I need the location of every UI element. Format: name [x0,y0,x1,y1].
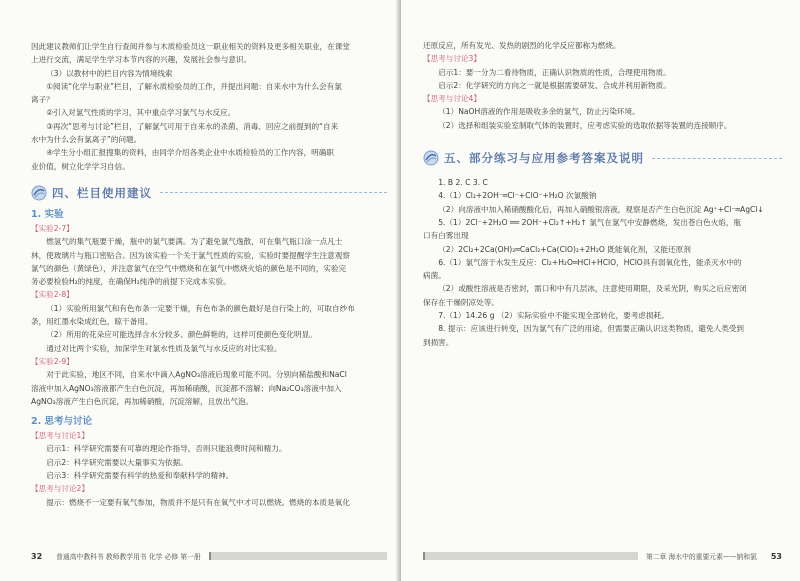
body-line: 还原反应，所有发光、发热的剧烈的化学反应都称为燃烧。 [423,41,621,50]
body-line: 启示2：科学研究需要以大量事实为依据。 [46,457,188,467]
section-heading-four [31,185,387,201]
answer-line: 口有白雾出现 [423,231,469,241]
body-line: （2）所用的花朵应可能选择含水分较多、颜色鲜艳的，这样可使颜色变化明显。 [46,330,317,340]
left-footer [31,551,387,561]
answer-line: 病菌。 [423,271,446,281]
intro-line: 因此建议教师们让学生自行查阅并参与木质检验员这一职业相关的资料及更多相关职业，在课堂 [31,42,350,51]
body-line: （2）选择和组装实验室制取气体的装置时，应考虑实验的选取依据等装置的连接顺序。 [438,120,732,130]
body-line: 氯气的颜色（黄绿色），并注意氯气在空气中燃烧和在氯气中燃烧火焰的颜色是不同的，实验完 [31,263,347,273]
body-line: 林，使玻璃片与瓶口密贴合。因为该实验一个关于氯气性质的实验，实验时要提醒学生注意观察 [31,250,350,260]
discussion-tag: 【思考与讨论4】 [423,94,481,104]
body-line: 溶液中加入AgNO₃溶液都产生白色沉淀，再加稀硝酸，沉淀都不溶解；向Na₂CO₃溶液中加入 [31,383,342,393]
body-line: （1）实验所用氯气和有色布条一定要干燥，有色布条的颜色最好是自行染上的，可取自纱布 [46,303,355,313]
intro-line: 水中为什么会有氯离子”的问题。 [31,135,142,145]
intro-line: ①阅读“化学与职业”栏目，了解水质检验员的工作，并提出问题：自来水中为什么会有氯 [46,81,342,91]
answer-line: （2）2Cl₂+2Ca(OH)₂═CaCl₂+Ca(ClO)₂+2H₂O 既能氧化剂，又能还原剂 [438,244,691,254]
body-line: 燃氢气的集气瓶要干燥，瓶中的氯气要满。为了避免氯气逸散，可在集气瓶口涂一点凡士 [46,237,343,247]
discussion-tag: 【思考与讨论2】 [31,484,89,494]
body-line: 务必要检验H₂的纯度，在确保H₂纯净的前提下完成本实验。 [31,277,231,287]
discussion-tag: 【思考与讨论3】 [423,54,481,64]
answer-line: 7.（1）14.26 g （2）实际实验中不能实现全部转化，要考虑损耗。 [438,311,669,321]
body-line: 启示1：科学研究需要有可靠的理论作指导，否则只能浪费时间和精力。 [46,444,287,454]
intro-line: （3）以教材中的栏目内容为情境线索 [46,68,173,78]
left-page [0,0,399,581]
answer-line: 1. B 2. C 3. C [438,178,488,188]
section-heading-five [423,150,782,166]
body-line: 对于此实验，地区不同，自来水中滴入AgNO₃溶液后现象可能不同。分别向稀盐酸和NaCl [46,370,347,380]
intro-line: ④学生分小组汇报搜集的资料，由同学介绍各类企业中水质检验员的工作内容，明确职 [46,148,334,158]
intro-line: 离子？ [31,95,54,105]
subheading-experiments: 1. 实验 [31,208,64,220]
section-title: 五、部分练习与应用参考答案及说明 [444,151,644,166]
intro-line: ②引入对氯气性质的学习，其中重点学习氯气与水反应。 [46,108,236,118]
body-line: （1）NaOH溶液的作用是吸收多余的氯气，防止污染环境。 [438,107,640,117]
intro-line: ③再次“思考与讨论”栏目，了解氯气可用于自来水的杀菌、消毒、回应之前提到的“自来 [46,121,339,131]
answer-line: （2）或酸性溶液是否密封，需口和中有几层冰，注意使用期限，及采光阴，购买之后应密闭 [438,284,747,294]
body-line: AgNO₃溶液产生白色沉淀，再加稀硝酸，沉淀溶解，且放出气泡。 [31,396,254,406]
answer-line: 到损害。 [423,337,454,347]
intro-line: 上进行交流，满足学生学习本节内容的兴趣，发展社会参与意识。 [31,55,252,65]
discussion-tag: 【思考与讨论1】 [31,431,89,441]
page-number: 53 [770,551,782,561]
body-line: 提示：燃烧不一定要有氧气参加，物质并不是只有在氧气中才可以燃烧。燃烧的本质是氧化 [46,497,350,507]
experiment-tag: 【实验2-7】 [31,223,74,233]
right-page [401,0,800,581]
section-rule [652,158,782,159]
intro-line: 业价值，树立化学学习自信。 [31,161,130,171]
answer-line: 6.（1）氯气溶于水发生反应：Cl₂+H₂O═HCl+HClO，HClO具有弱氧化性，能杀灭水中的 [438,257,742,267]
body-line: 启示3：科学研究需要有科学的热爱和奉献科学的精神。 [46,471,234,481]
answer-line: 4.（1）Cl₂+2OH⁻═Cl⁻+ClO⁻+H₂O 次氯酸钠 [438,191,597,201]
section-rule [160,192,387,193]
footer-bar [209,552,387,560]
section-badge-icon [31,185,47,201]
page-number: 32 [31,551,43,561]
section-badge-icon [423,150,439,166]
body-line: 通过对比两个实验，加深学生对氯水性质及氯气与水反应的对比实验。 [46,343,282,353]
body-line: 启示1：要一分为二看待物质，正确认识物质的性质，合理使用物质。 [438,67,671,77]
answer-line: （2）向溶液中加入稀硝酸酸化后，再加入硝酸银溶液，观察是否产生白色沉淀 Ag⁺+Cl⁻═AgCl↓ [438,204,764,214]
experiment-tag: 【实验2-8】 [31,290,74,300]
footer-title: 普通高中教科书 教师教学用书 化学 必修 第一册 [56,553,201,561]
answer-line: 8. 提示：应该进行转变，因为氯气有广泛的用途，但需要正确认识这类物质，避免人类受到 [438,324,744,334]
footer-bar [423,552,638,560]
answer-line: 5.（1）2Cl⁻+2H₂O ══ 2OH⁻+Cl₂↑+H₂↑ 氯气在氯气中安静燃烧，发出苍白色火焰，瓶 [438,217,742,227]
subheading-discussion: 2. 思考与讨论 [31,416,93,428]
body-line: 启示2：化学研究的方向之一就是根据需要研发、合成并利用新物质。 [438,80,671,90]
right-footer [423,551,782,561]
section-title: 四、栏目使用建议 [52,185,152,200]
body-line: 条，用红墨水染成红色，晾干备用。 [31,317,153,327]
experiment-tag: 【实验2-9】 [31,356,74,366]
answer-line: 保存在干燥阴凉处等。 [423,297,499,307]
footer-chapter: 第二章 海水中的重要元素——钠和氯 [645,553,757,561]
